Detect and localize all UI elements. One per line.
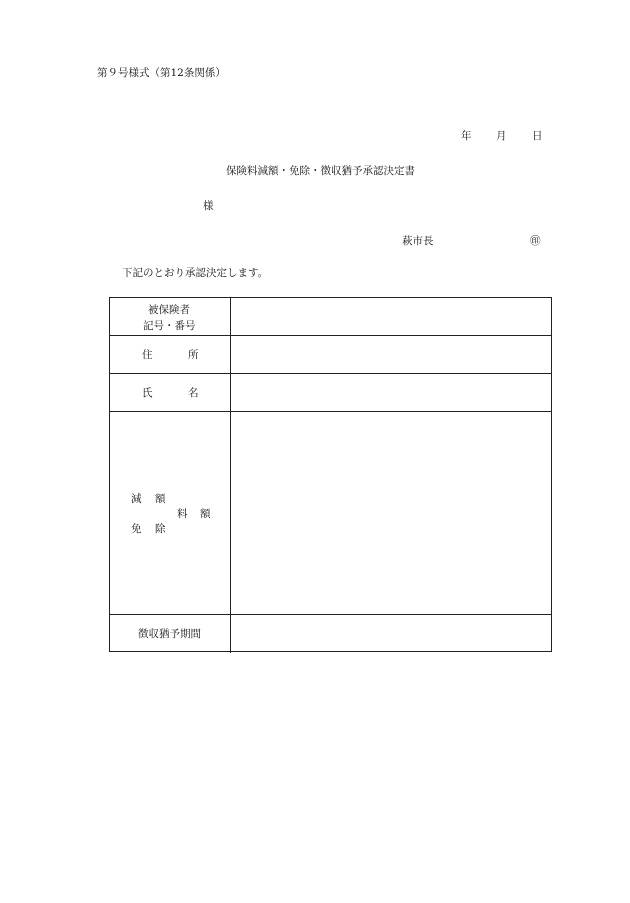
fee-label-char2: 額 bbox=[200, 508, 211, 520]
address-label-cell bbox=[110, 336, 231, 373]
deferral-period-label: 徴収猶予期間 bbox=[138, 628, 201, 640]
insured-label: 被保険者 bbox=[148, 304, 190, 316]
deferral-label-cell bbox=[110, 615, 231, 653]
form-number: 第９号様式（第12条関係） bbox=[97, 67, 226, 79]
address-label-char2: 所 bbox=[188, 349, 199, 361]
exemption-label-char2: 除 bbox=[155, 523, 166, 535]
row-address bbox=[110, 336, 551, 374]
fee-label-char1: 料 bbox=[177, 508, 188, 520]
address-label-char1: 住 bbox=[142, 349, 153, 361]
symbol-number-label: 記号・番号 bbox=[143, 320, 196, 332]
issuer-name: 萩市長 bbox=[402, 235, 434, 247]
name-value[interactable] bbox=[231, 374, 551, 411]
reduction-label-char2: 額 bbox=[155, 493, 166, 505]
addressee-honorific: 様 bbox=[203, 200, 214, 212]
decision-form-table bbox=[109, 297, 552, 652]
document-title: 保険料減額・免除・徴収猶予承認決定書 bbox=[226, 165, 415, 177]
row-insured-number bbox=[110, 298, 551, 336]
address-value[interactable] bbox=[231, 336, 551, 373]
insured-number-label-cell bbox=[110, 298, 231, 335]
seal-mark: ㊞ bbox=[530, 235, 541, 247]
name-label-char2: 名 bbox=[188, 387, 199, 399]
date-year-label: 年 bbox=[461, 130, 472, 142]
name-label-char1: 氏 bbox=[142, 387, 153, 399]
row-name bbox=[110, 374, 551, 412]
row-reduction-exemption bbox=[110, 412, 551, 615]
row-deferral-period bbox=[110, 615, 551, 653]
deferral-period-value[interactable] bbox=[231, 615, 551, 653]
reduction-label-char1: 減 bbox=[131, 493, 142, 505]
exemption-label-char1: 免 bbox=[131, 523, 142, 535]
reduction-label-cell bbox=[110, 412, 231, 614]
insured-number-value[interactable] bbox=[231, 298, 551, 335]
name-label-cell bbox=[110, 374, 231, 411]
date-month-label: 月 bbox=[496, 130, 507, 142]
reduction-exemption-value[interactable] bbox=[231, 412, 551, 614]
intro-text: 下記のとおり承認決定します。 bbox=[122, 267, 269, 279]
date-day-label: 日 bbox=[532, 130, 543, 142]
